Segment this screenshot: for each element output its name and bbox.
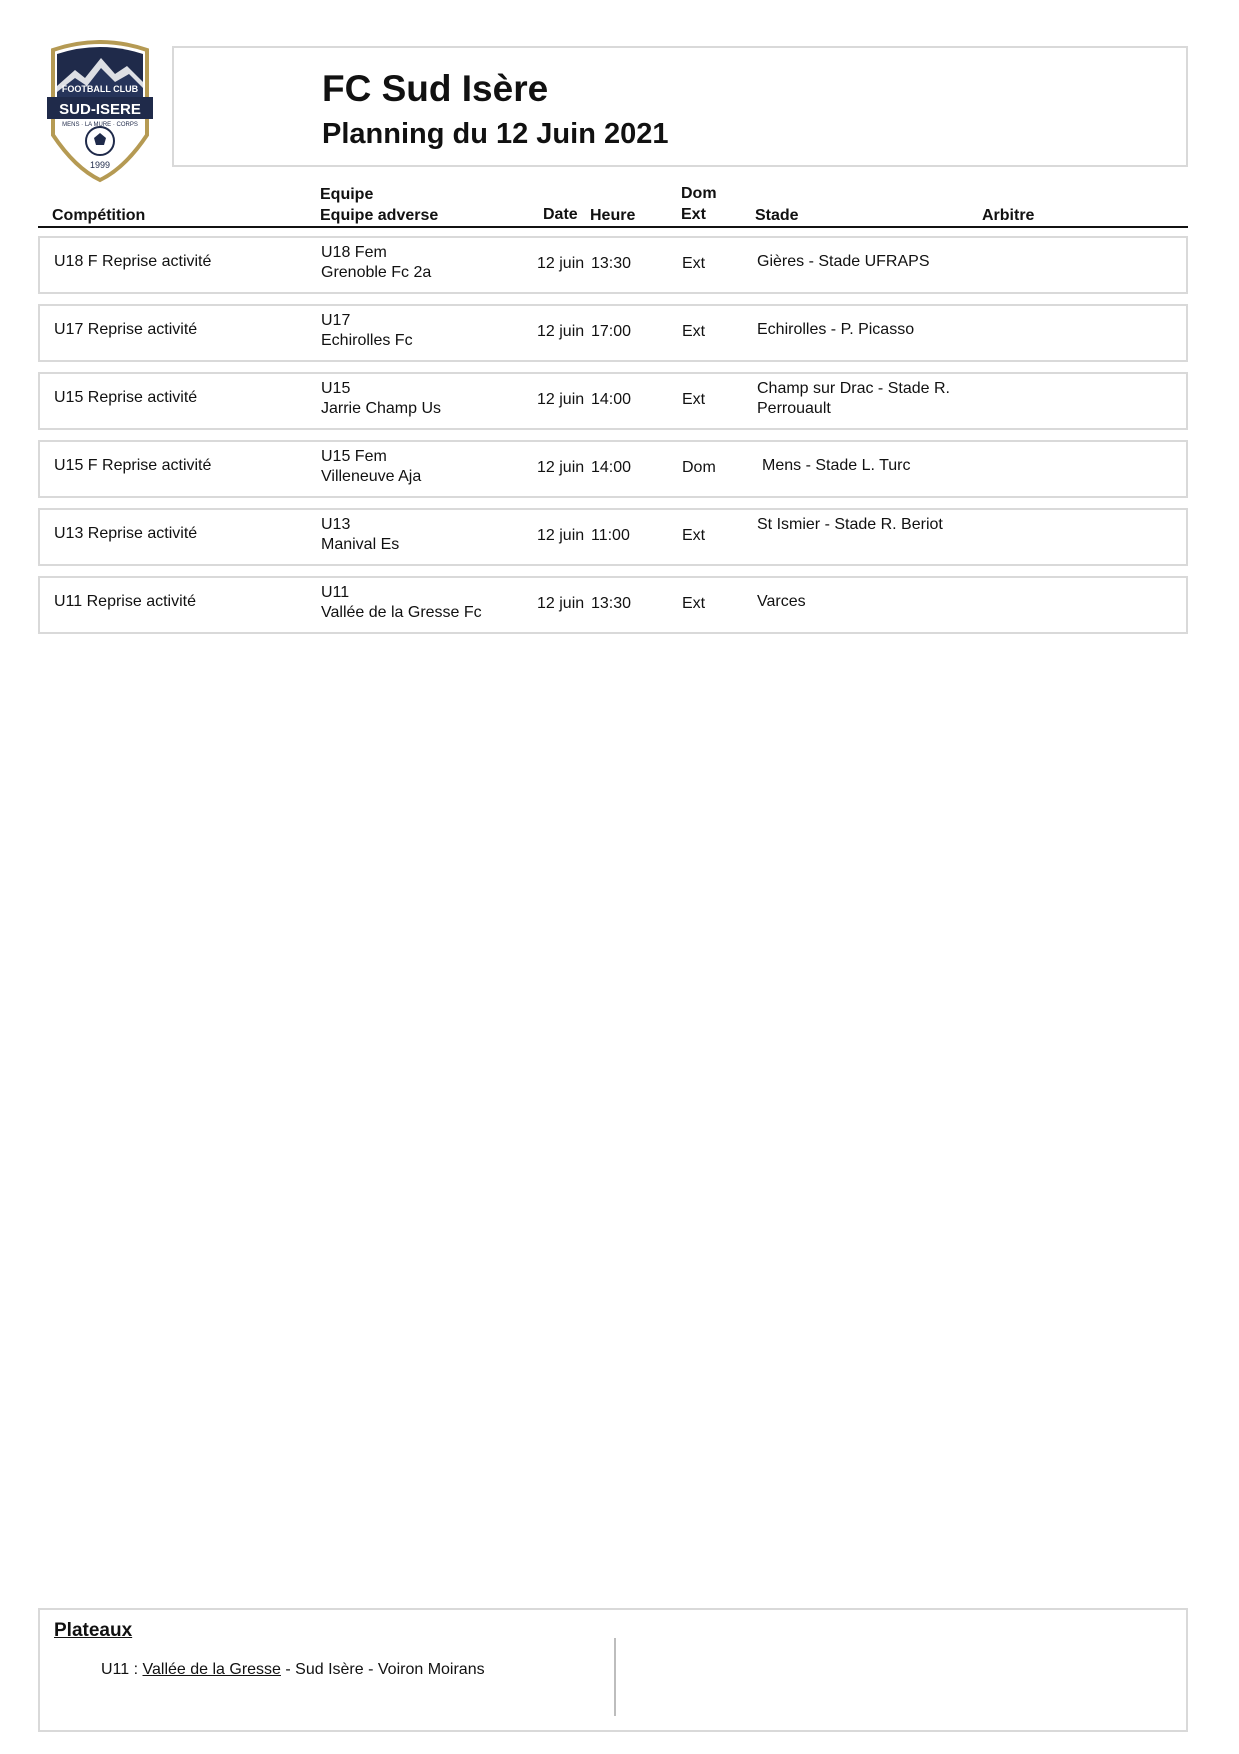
col-opponent-label: Equipe adverse (320, 207, 439, 224)
team-cell (321, 583, 482, 623)
team-cell (321, 243, 431, 283)
page-title: FC Sud Isère (322, 68, 549, 109)
header-rule (38, 226, 1188, 228)
plateaux-line (101, 1661, 485, 1679)
date-cell: 12 juin (537, 595, 585, 612)
date-cell: 12 juin (537, 323, 585, 340)
team-name: U15 Fem (321, 448, 387, 465)
date-cell: 12 juin (537, 255, 585, 272)
table-row (38, 372, 1188, 430)
competition-cell: U11 Reprise activité (54, 593, 196, 610)
col-date: Date (543, 206, 578, 223)
venue-cell: Ext (682, 527, 706, 544)
venue-cell: Ext (682, 255, 706, 272)
date-cell: 12 juin (537, 459, 585, 476)
plateaux-box (38, 1608, 1188, 1732)
title-box (172, 46, 1188, 167)
team-cell (321, 311, 413, 351)
time-cell: 17:00 (591, 323, 632, 340)
opponent-name: Jarrie Champ Us (321, 400, 442, 417)
team-cell (321, 379, 441, 419)
team-name: U15 (321, 380, 351, 397)
venue-cell: Ext (682, 391, 706, 408)
table-row (38, 440, 1188, 498)
opponent-name: Villeneuve Aja (321, 468, 422, 485)
time-cell: 14:00 (591, 459, 632, 476)
stadium-cell: Mens - Stade L. Turc (762, 457, 911, 474)
logo-name: SUD-ISERE (59, 101, 141, 118)
col-team-label: Equipe (320, 186, 374, 203)
col-team (320, 184, 438, 226)
col-time: Heure (590, 207, 636, 224)
logo-places: MENS · LA MURE · CORPS (62, 122, 138, 128)
opponent-name: Grenoble Fc 2a (321, 264, 432, 281)
date-cell: 12 juin (537, 527, 585, 544)
time-cell: 13:30 (591, 255, 632, 272)
table-row (38, 236, 1188, 294)
team-name: U18 Fem (321, 244, 387, 261)
competition-cell: U15 Reprise activité (54, 389, 198, 406)
col-referee: Arbitre (982, 207, 1035, 224)
logo-year: 1999 (89, 160, 111, 170)
stadium-cell: Champ sur Drac - Stade R. Perrouault (757, 380, 950, 417)
table-row (38, 508, 1188, 566)
col-home-label: Dom (681, 185, 717, 202)
plateaux-category: U11 : (101, 1661, 143, 1678)
opponent-name: Echirolles Fc (321, 332, 413, 349)
stadium-cell: Varces (757, 593, 806, 610)
venue-cell: Ext (682, 323, 706, 340)
venue-cell: Dom (682, 459, 716, 476)
competition-cell: U15 F Reprise activité (54, 457, 212, 474)
club-logo (45, 40, 155, 185)
col-stadium: Stade (755, 207, 799, 224)
team-name: U13 (321, 516, 351, 533)
competition-cell: U18 F Reprise activité (54, 253, 212, 270)
venue-cell: Ext (682, 595, 706, 612)
stadium-cell: St Ismier - Stade R. Beriot (757, 516, 943, 533)
col-home-away (681, 183, 717, 225)
team-cell (321, 447, 421, 487)
opponent-name: Manival Es (321, 536, 400, 553)
matches-table (38, 236, 1188, 644)
time-cell: 14:00 (591, 391, 632, 408)
table-row (38, 304, 1188, 362)
date-cell: 12 juin (537, 391, 585, 408)
col-competition: Compétition (52, 207, 146, 224)
plateaux-host: Vallée de la Gresse (142, 1661, 281, 1678)
table-row (38, 576, 1188, 634)
plateaux-title: Plateaux (54, 1620, 133, 1641)
plateaux-divider (614, 1638, 616, 1716)
team-name: U11 (321, 584, 350, 601)
logo-top-text: FOOTBALL CLUB (61, 84, 139, 94)
page-subtitle: Planning du 12 Juin 2021 (322, 118, 669, 150)
col-away-label: Ext (681, 206, 706, 223)
time-cell: 11:00 (591, 527, 630, 544)
opponent-name: Vallée de la Gresse Fc (321, 604, 482, 621)
team-cell (321, 515, 399, 555)
stadium-cell: Gières - Stade UFRAPS (757, 253, 930, 270)
team-name: U17 (321, 312, 351, 329)
competition-cell: U13 Reprise activité (54, 525, 198, 542)
stadium-cell: Echirolles - P. Picasso (757, 321, 915, 338)
competition-cell: U17 Reprise activité (54, 321, 198, 338)
time-cell: 13:30 (591, 595, 632, 612)
plateaux-teams: - Sud Isère - Voiron Moirans (280, 1661, 485, 1678)
